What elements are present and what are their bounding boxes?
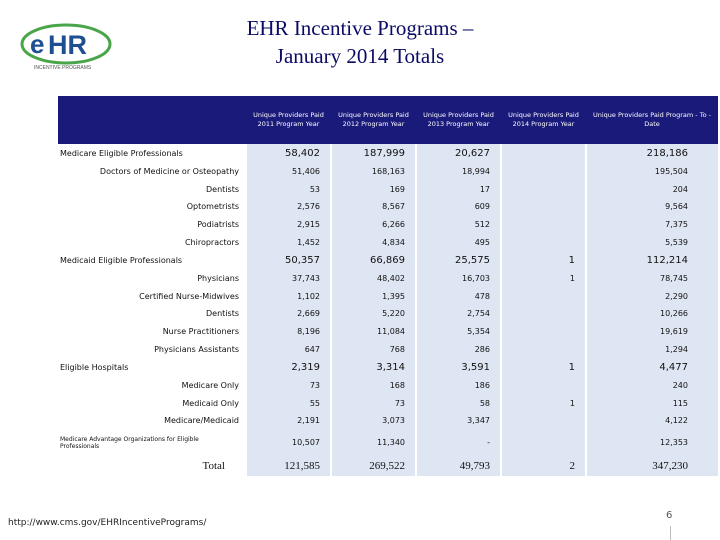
footer-url[interactable]: http://www.cms.gov/EHRIncentivePrograms/ bbox=[8, 518, 207, 528]
page-title bbox=[200, 14, 520, 70]
cell-value bbox=[501, 377, 586, 395]
cell-value: 10,507 bbox=[246, 430, 331, 456]
cell-value: 17 bbox=[416, 181, 501, 199]
cell-value: 8,196 bbox=[246, 323, 331, 341]
row-label: Medicaid Eligible Professionals bbox=[60, 255, 183, 265]
ehr-logo bbox=[20, 20, 115, 72]
cell-value: 53 bbox=[246, 181, 331, 199]
table-row bbox=[58, 305, 718, 323]
cell-value: 218,186 bbox=[586, 144, 718, 163]
table-body bbox=[58, 144, 718, 476]
cell-value: 121,585 bbox=[246, 456, 331, 476]
cell-value: 11,340 bbox=[331, 430, 416, 456]
cell-value bbox=[501, 323, 586, 341]
row-label: Optometrists bbox=[186, 202, 239, 212]
cell-value: 112,214 bbox=[586, 251, 718, 270]
cell-value: 37,743 bbox=[246, 270, 331, 288]
table-row bbox=[58, 198, 718, 216]
row-label: Chiropractors bbox=[184, 237, 239, 247]
cell-value: 9,564 bbox=[586, 198, 718, 216]
table-row bbox=[58, 288, 718, 306]
cell-value: 73 bbox=[331, 395, 416, 413]
cell-value: 1 bbox=[501, 358, 586, 377]
table-row bbox=[58, 181, 718, 199]
header-to-date: Unique Providers Paid Program - To - Date bbox=[586, 96, 718, 144]
cell-value: 2,319 bbox=[246, 358, 331, 377]
title-line-1: EHR Incentive Programs – bbox=[246, 16, 474, 40]
table-row bbox=[58, 412, 718, 430]
table-row bbox=[58, 270, 718, 288]
cell-value: 2,669 bbox=[246, 305, 331, 323]
cell-value bbox=[501, 163, 586, 181]
cell-value: 3,073 bbox=[331, 412, 416, 430]
table-row bbox=[58, 233, 718, 251]
cell-value: 1 bbox=[501, 270, 586, 288]
cell-value bbox=[501, 181, 586, 199]
row-label: Medicare Only bbox=[181, 381, 239, 391]
cell-value: 187,999 bbox=[331, 144, 416, 163]
cell-value bbox=[501, 233, 586, 251]
row-label: Medicare/Medicaid bbox=[164, 416, 239, 426]
header-2011: Unique Providers Paid 2011 Program Year bbox=[246, 96, 331, 144]
cell-value: 25,575 bbox=[416, 251, 501, 270]
table-header-row bbox=[58, 96, 718, 144]
cell-value: 3,314 bbox=[331, 358, 416, 377]
table-row bbox=[58, 251, 718, 270]
cell-value: 1,452 bbox=[246, 233, 331, 251]
cell-value: 16,703 bbox=[416, 270, 501, 288]
divider bbox=[670, 526, 671, 540]
cell-value: 12,353 bbox=[586, 430, 718, 456]
table-row bbox=[58, 456, 718, 476]
cell-value: 20,627 bbox=[416, 144, 501, 163]
cell-value: 2,290 bbox=[586, 288, 718, 306]
cell-value: 186 bbox=[416, 377, 501, 395]
cell-value: 3,347 bbox=[416, 412, 501, 430]
cell-value: 58,402 bbox=[246, 144, 331, 163]
table-row bbox=[58, 358, 718, 377]
cell-value: 4,477 bbox=[586, 358, 718, 377]
cell-value: 4,122 bbox=[586, 412, 718, 430]
row-label: Physicians bbox=[197, 274, 239, 284]
cell-value: 1,294 bbox=[586, 340, 718, 358]
cell-value: 2,915 bbox=[246, 216, 331, 234]
header-2013: Unique Providers Paid 2013 Program Year bbox=[416, 96, 501, 144]
cell-value: 1 bbox=[501, 251, 586, 270]
cell-value: 66,869 bbox=[331, 251, 416, 270]
totals-table bbox=[58, 96, 718, 476]
cell-value: 168 bbox=[331, 377, 416, 395]
cell-value: 347,230 bbox=[586, 456, 718, 476]
cell-value: 58 bbox=[416, 395, 501, 413]
cell-value: 5,539 bbox=[586, 233, 718, 251]
header-blank bbox=[58, 96, 246, 144]
cell-value: 195,504 bbox=[586, 163, 718, 181]
cell-value: 11,084 bbox=[331, 323, 416, 341]
cell-value: 5,354 bbox=[416, 323, 501, 341]
cell-value: 2,191 bbox=[246, 412, 331, 430]
cell-value: 18,994 bbox=[416, 163, 501, 181]
svg-text:e: e bbox=[30, 29, 45, 59]
cell-value bbox=[501, 340, 586, 358]
page-number: 6 bbox=[666, 510, 673, 521]
table-row bbox=[58, 395, 718, 413]
cell-value bbox=[501, 412, 586, 430]
cell-value: 51,406 bbox=[246, 163, 331, 181]
row-label: Podiatrists bbox=[197, 220, 239, 230]
cell-value bbox=[501, 198, 586, 216]
cell-value: 19,619 bbox=[586, 323, 718, 341]
table-row bbox=[58, 144, 718, 163]
cell-value: 4,834 bbox=[331, 233, 416, 251]
cell-value: 7,375 bbox=[586, 216, 718, 234]
cell-value: 2,754 bbox=[416, 305, 501, 323]
row-label: Dentists bbox=[206, 184, 239, 194]
title-line-2: January 2014 Totals bbox=[275, 44, 445, 68]
cell-value: 55 bbox=[246, 395, 331, 413]
cell-value: 478 bbox=[416, 288, 501, 306]
cell-value: 168,163 bbox=[331, 163, 416, 181]
cell-value: 48,402 bbox=[331, 270, 416, 288]
table-row bbox=[58, 216, 718, 234]
cell-value: 1,102 bbox=[246, 288, 331, 306]
cell-value: 78,745 bbox=[586, 270, 718, 288]
header-2014: Unique Providers Paid 2014 Program Year bbox=[501, 96, 586, 144]
table-row bbox=[58, 163, 718, 181]
cell-value: 169 bbox=[331, 181, 416, 199]
row-label: Medicare Advantage Organizations for Eligible Professionals bbox=[60, 435, 199, 450]
cell-value: 3,591 bbox=[416, 358, 501, 377]
cell-value: - bbox=[416, 430, 501, 456]
row-label: Total bbox=[202, 459, 225, 472]
row-label: Certified Nurse-Midwives bbox=[139, 291, 239, 301]
table-row bbox=[58, 430, 718, 456]
svg-text:HR: HR bbox=[48, 30, 87, 60]
row-label: Eligible Hospitals bbox=[60, 362, 129, 372]
cell-value bbox=[501, 430, 586, 456]
row-label: Nurse Practitioners bbox=[162, 327, 239, 337]
cell-value bbox=[501, 144, 586, 163]
cell-value bbox=[501, 305, 586, 323]
header-2012: Unique Providers Paid 2012 Program Year bbox=[331, 96, 416, 144]
cell-value: 115 bbox=[586, 395, 718, 413]
cell-value: 1,395 bbox=[331, 288, 416, 306]
cell-value: 6,266 bbox=[331, 216, 416, 234]
cell-value: 240 bbox=[586, 377, 718, 395]
cell-value: 5,220 bbox=[331, 305, 416, 323]
cell-value: 1 bbox=[501, 395, 586, 413]
cell-value: 8,567 bbox=[331, 198, 416, 216]
cell-value: 269,522 bbox=[331, 456, 416, 476]
row-label: Dentists bbox=[206, 309, 239, 319]
cell-value: 73 bbox=[246, 377, 331, 395]
cell-value: 49,793 bbox=[416, 456, 501, 476]
cell-value: 204 bbox=[586, 181, 718, 199]
cell-value: 10,266 bbox=[586, 305, 718, 323]
cell-value: 2 bbox=[501, 456, 586, 476]
table-row bbox=[58, 323, 718, 341]
cell-value bbox=[501, 288, 586, 306]
cell-value: 50,357 bbox=[246, 251, 331, 270]
row-label: Medicaid Only bbox=[182, 398, 239, 408]
row-label: Medicare Eligible Professionals bbox=[60, 149, 183, 158]
table-row bbox=[58, 340, 718, 358]
cell-value: 512 bbox=[416, 216, 501, 234]
cell-value: 647 bbox=[246, 340, 331, 358]
cell-value: 495 bbox=[416, 233, 501, 251]
row-label: Doctors of Medicine or Osteopathy bbox=[99, 167, 239, 177]
cell-value: 768 bbox=[331, 340, 416, 358]
row-label: Physicians Assistants bbox=[154, 344, 239, 354]
cell-value: 286 bbox=[416, 340, 501, 358]
cell-value: 609 bbox=[416, 198, 501, 216]
table-row bbox=[58, 377, 718, 395]
cell-value bbox=[501, 216, 586, 234]
cell-value: 2,576 bbox=[246, 198, 331, 216]
svg-text:INCENTIVE PROGRAMS: INCENTIVE PROGRAMS bbox=[34, 65, 92, 71]
